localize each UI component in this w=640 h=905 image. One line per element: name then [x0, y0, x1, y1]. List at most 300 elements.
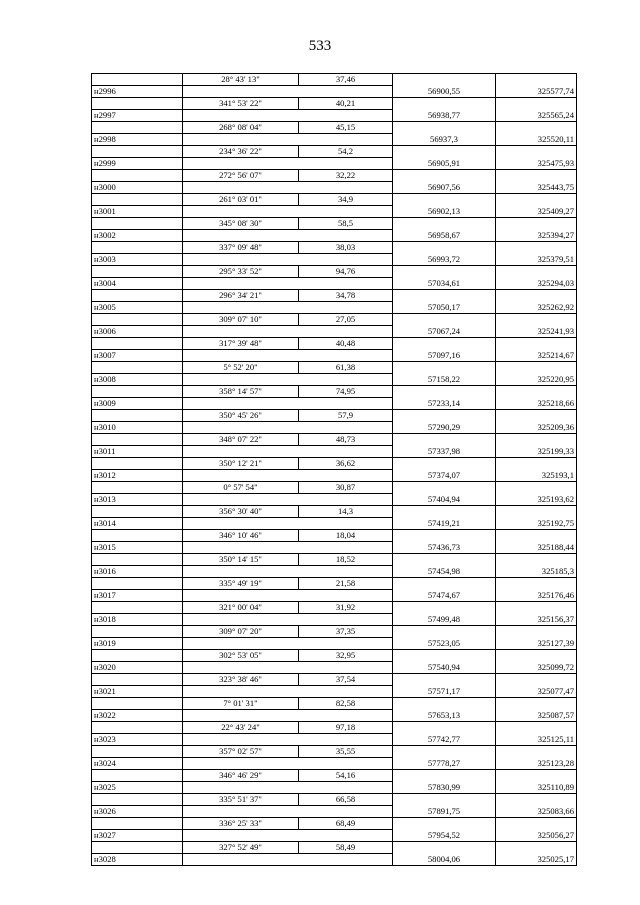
empty-cell [393, 386, 496, 398]
direction-angle: 337° 09' 48" [183, 242, 299, 254]
direction-angle: 356° 30' 40" [183, 506, 299, 518]
point-row [92, 614, 577, 626]
segment-row [92, 602, 577, 614]
empty-cell [299, 326, 393, 338]
point-name: н2999 [92, 158, 183, 170]
empty-cell [92, 530, 183, 542]
coordinate-y: 325193,62 [496, 494, 577, 506]
empty-cell [299, 86, 393, 98]
coordinate-x: 57158,22 [393, 374, 496, 386]
segment-length: 27,05 [299, 314, 393, 326]
empty-cell [183, 710, 299, 722]
empty-cell [299, 542, 393, 554]
segment-length: 57,9 [299, 410, 393, 422]
empty-cell [183, 326, 299, 338]
empty-cell [496, 770, 577, 782]
coordinate-x: 56938,77 [393, 110, 496, 122]
empty-cell [183, 518, 299, 530]
empty-cell [92, 482, 183, 494]
segment-length: 18,52 [299, 554, 393, 566]
coordinate-y: 325241,93 [496, 326, 577, 338]
direction-angle: 336° 25' 33" [183, 818, 299, 830]
coordinate-x: 57034,61 [393, 278, 496, 290]
point-name: н3022 [92, 710, 183, 722]
empty-cell [92, 818, 183, 830]
empty-cell [183, 854, 299, 866]
empty-cell [92, 266, 183, 278]
coordinate-y: 325156,37 [496, 614, 577, 626]
empty-cell [393, 602, 496, 614]
empty-cell [92, 218, 183, 230]
empty-cell [92, 554, 183, 566]
empty-cell [299, 734, 393, 746]
empty-cell [183, 614, 299, 626]
point-row [92, 86, 577, 98]
coordinate-x: 57290,29 [393, 422, 496, 434]
empty-cell [496, 626, 577, 638]
direction-angle: 345° 08' 30" [183, 218, 299, 230]
segment-row [92, 74, 577, 86]
empty-cell [393, 266, 496, 278]
empty-cell [299, 854, 393, 866]
empty-cell [183, 302, 299, 314]
coordinate-y: 325220,95 [496, 374, 577, 386]
empty-cell [299, 806, 393, 818]
direction-angle: 7° 01' 31" [183, 698, 299, 710]
empty-cell [496, 242, 577, 254]
coordinate-x: 57653,13 [393, 710, 496, 722]
coordinate-y: 325262,92 [496, 302, 577, 314]
empty-cell [92, 170, 183, 182]
point-row [92, 398, 577, 410]
empty-cell [92, 290, 183, 302]
point-name: н3018 [92, 614, 183, 626]
empty-cell [299, 254, 393, 266]
empty-cell [393, 98, 496, 110]
empty-cell [393, 818, 496, 830]
point-name: н3024 [92, 758, 183, 770]
point-row [92, 110, 577, 122]
segment-length: 40,21 [299, 98, 393, 110]
segment-length: 37,54 [299, 674, 393, 686]
coordinate-y: 325110,89 [496, 782, 577, 794]
empty-cell [183, 350, 299, 362]
point-row [92, 494, 577, 506]
segment-length: 34,9 [299, 194, 393, 206]
empty-cell [496, 458, 577, 470]
point-row [92, 182, 577, 194]
empty-cell [299, 782, 393, 794]
empty-cell [393, 674, 496, 686]
segment-row [92, 242, 577, 254]
empty-cell [496, 410, 577, 422]
empty-cell [183, 782, 299, 794]
empty-cell [92, 74, 183, 86]
direction-angle: 268° 08' 04" [183, 122, 299, 134]
coordinate-x: 56900,55 [393, 86, 496, 98]
point-row [92, 806, 577, 818]
empty-cell [183, 110, 299, 122]
empty-cell [496, 122, 577, 134]
empty-cell [183, 638, 299, 650]
segment-length: 58,49 [299, 842, 393, 854]
segment-length: 32,95 [299, 650, 393, 662]
point-name: н3011 [92, 446, 183, 458]
direction-angle: 272° 56' 07" [183, 170, 299, 182]
point-name: н3013 [92, 494, 183, 506]
coordinate-y: 325379,51 [496, 254, 577, 266]
empty-cell [183, 158, 299, 170]
point-name: н3009 [92, 398, 183, 410]
empty-cell [183, 590, 299, 602]
point-name: н3008 [92, 374, 183, 386]
empty-cell [183, 830, 299, 842]
point-row [92, 230, 577, 242]
empty-cell [92, 698, 183, 710]
empty-cell [92, 578, 183, 590]
empty-cell [393, 650, 496, 662]
segment-length: 54,16 [299, 770, 393, 782]
coordinate-x: 57474,67 [393, 590, 496, 602]
empty-cell [393, 194, 496, 206]
coordinate-x: 57891,75 [393, 806, 496, 818]
coordinate-x: 57097,16 [393, 350, 496, 362]
empty-cell [299, 638, 393, 650]
coordinate-y: 325520,11 [496, 134, 577, 146]
empty-cell [183, 446, 299, 458]
empty-cell [92, 770, 183, 782]
point-name: н3017 [92, 590, 183, 602]
segment-row [92, 170, 577, 182]
empty-cell [92, 386, 183, 398]
direction-angle: 295° 33' 52" [183, 266, 299, 278]
point-row [92, 278, 577, 290]
coordinates-table-body [92, 74, 577, 866]
segment-row [92, 578, 577, 590]
coordinate-y: 325192,75 [496, 518, 577, 530]
empty-cell [496, 218, 577, 230]
coordinate-x: 56937,3 [393, 134, 496, 146]
segment-row [92, 554, 577, 566]
empty-cell [299, 134, 393, 146]
empty-cell [393, 122, 496, 134]
empty-cell [183, 374, 299, 386]
coordinate-x: 57523,05 [393, 638, 496, 650]
point-name: н3003 [92, 254, 183, 266]
empty-cell [183, 278, 299, 290]
empty-cell [496, 674, 577, 686]
coordinate-x: 57436,73 [393, 542, 496, 554]
segment-length: 74,95 [299, 386, 393, 398]
page-number: 533 [308, 38, 332, 54]
empty-cell [183, 806, 299, 818]
empty-cell [299, 710, 393, 722]
point-row [92, 158, 577, 170]
point-row [92, 854, 577, 866]
direction-angle: 350° 14' 15" [183, 554, 299, 566]
coordinate-x: 57067,24 [393, 326, 496, 338]
segment-row [92, 434, 577, 446]
empty-cell [299, 590, 393, 602]
coordinates-table [91, 73, 577, 866]
empty-cell [393, 314, 496, 326]
segment-length: 14,3 [299, 506, 393, 518]
coordinate-x: 57233,14 [393, 398, 496, 410]
coordinate-y: 325127,39 [496, 638, 577, 650]
empty-cell [496, 386, 577, 398]
coordinate-y: 325176,46 [496, 590, 577, 602]
empty-cell [92, 194, 183, 206]
empty-cell [393, 434, 496, 446]
coordinate-x: 57742,77 [393, 734, 496, 746]
direction-angle: 302° 53' 05" [183, 650, 299, 662]
empty-cell [183, 134, 299, 146]
empty-cell [496, 578, 577, 590]
direction-angle: 309° 07' 20" [183, 626, 299, 638]
point-name: н3020 [92, 662, 183, 674]
segment-length: 45,15 [299, 122, 393, 134]
empty-cell [496, 266, 577, 278]
empty-cell [299, 614, 393, 626]
empty-cell [299, 302, 393, 314]
direction-angle: 350° 12' 21" [183, 458, 299, 470]
empty-cell [299, 662, 393, 674]
segment-row [92, 410, 577, 422]
segment-row [92, 650, 577, 662]
empty-cell [299, 470, 393, 482]
coordinate-x: 57778,27 [393, 758, 496, 770]
direction-angle: 0° 57' 54" [183, 482, 299, 494]
empty-cell [496, 338, 577, 350]
point-name: н3000 [92, 182, 183, 194]
coordinate-x: 56907,56 [393, 182, 496, 194]
coordinate-y: 325083,66 [496, 806, 577, 818]
point-row [92, 206, 577, 218]
point-row [92, 254, 577, 266]
coordinate-y: 325087,57 [496, 710, 577, 722]
direction-angle: 5° 52' 20" [183, 362, 299, 374]
direction-angle: 346° 46' 29" [183, 770, 299, 782]
coordinate-y: 325199,33 [496, 446, 577, 458]
point-name: н3004 [92, 278, 183, 290]
direction-angle: 346° 10' 46" [183, 530, 299, 542]
point-row [92, 422, 577, 434]
empty-cell [393, 170, 496, 182]
point-row [92, 662, 577, 674]
empty-cell [92, 434, 183, 446]
coordinate-x: 57830,99 [393, 782, 496, 794]
point-row [92, 590, 577, 602]
empty-cell [393, 362, 496, 374]
segment-row [92, 338, 577, 350]
empty-cell [92, 362, 183, 374]
empty-cell [183, 734, 299, 746]
empty-cell [299, 518, 393, 530]
coordinate-x: 56993,72 [393, 254, 496, 266]
empty-cell [183, 86, 299, 98]
point-name: н3005 [92, 302, 183, 314]
empty-cell [92, 146, 183, 158]
point-name: н2996 [92, 86, 183, 98]
empty-cell [496, 842, 577, 854]
empty-cell [183, 182, 299, 194]
coordinate-x: 56905,91 [393, 158, 496, 170]
empty-cell [393, 506, 496, 518]
coordinate-y: 325188,44 [496, 542, 577, 554]
empty-cell [183, 494, 299, 506]
point-row [92, 782, 577, 794]
direction-angle: 357° 02' 57" [183, 746, 299, 758]
empty-cell [92, 626, 183, 638]
empty-cell [183, 230, 299, 242]
coordinate-y: 325123,28 [496, 758, 577, 770]
empty-cell [299, 686, 393, 698]
coordinate-x: 57337,98 [393, 446, 496, 458]
coordinate-x: 57540,94 [393, 662, 496, 674]
point-name: н3028 [92, 854, 183, 866]
direction-angle: 358° 14' 57" [183, 386, 299, 398]
segment-row [92, 290, 577, 302]
point-name: н3025 [92, 782, 183, 794]
empty-cell [299, 446, 393, 458]
empty-cell [496, 194, 577, 206]
point-row [92, 638, 577, 650]
direction-angle: 348° 07' 22" [183, 434, 299, 446]
empty-cell [183, 542, 299, 554]
empty-cell [393, 530, 496, 542]
coordinate-y: 325218,66 [496, 398, 577, 410]
coordinate-x: 58004,06 [393, 854, 496, 866]
empty-cell [393, 794, 496, 806]
segment-row [92, 530, 577, 542]
segment-length: 34,78 [299, 290, 393, 302]
coordinate-y: 325443,75 [496, 182, 577, 194]
empty-cell [92, 338, 183, 350]
empty-cell [183, 254, 299, 266]
coordinate-x: 57374,07 [393, 470, 496, 482]
empty-cell [393, 842, 496, 854]
empty-cell [496, 434, 577, 446]
empty-cell [496, 794, 577, 806]
point-name: н2998 [92, 134, 183, 146]
segment-row [92, 98, 577, 110]
empty-cell [393, 74, 496, 86]
segment-length: 68,49 [299, 818, 393, 830]
point-row [92, 566, 577, 578]
empty-cell [299, 182, 393, 194]
coordinate-y: 325209,36 [496, 422, 577, 434]
empty-cell [496, 602, 577, 614]
point-name: н3002 [92, 230, 183, 242]
empty-cell [299, 566, 393, 578]
point-row [92, 734, 577, 746]
empty-cell [496, 146, 577, 158]
segment-length: 31,92 [299, 602, 393, 614]
point-name: н3006 [92, 326, 183, 338]
empty-cell [496, 362, 577, 374]
point-name: н3014 [92, 518, 183, 530]
empty-cell [496, 698, 577, 710]
coordinate-x: 57454,98 [393, 566, 496, 578]
segment-length: 18,04 [299, 530, 393, 542]
segment-row [92, 314, 577, 326]
empty-cell [299, 422, 393, 434]
direction-angle: 335° 49' 19" [183, 578, 299, 590]
empty-cell [299, 350, 393, 362]
coordinate-y: 325077,47 [496, 686, 577, 698]
empty-cell [299, 374, 393, 386]
point-row [92, 374, 577, 386]
coordinate-x: 57571,17 [393, 686, 496, 698]
segment-length: 37,46 [299, 74, 393, 86]
direction-angle: 350° 45' 26" [183, 410, 299, 422]
segment-row [92, 698, 577, 710]
coordinate-x: 57499,48 [393, 614, 496, 626]
direction-angle: 335° 51' 37" [183, 794, 299, 806]
point-name: н3019 [92, 638, 183, 650]
empty-cell [393, 770, 496, 782]
point-row [92, 470, 577, 482]
segment-length: 35,55 [299, 746, 393, 758]
empty-cell [393, 482, 496, 494]
segment-row [92, 386, 577, 398]
direction-angle: 22° 43' 24" [183, 722, 299, 734]
empty-cell [183, 758, 299, 770]
point-name: н3021 [92, 686, 183, 698]
empty-cell [496, 74, 577, 86]
coordinate-x: 57050,17 [393, 302, 496, 314]
coordinate-y: 325475,93 [496, 158, 577, 170]
segment-row [92, 506, 577, 518]
point-name: н3027 [92, 830, 183, 842]
empty-cell [393, 698, 496, 710]
empty-cell [183, 686, 299, 698]
direction-angle: 261° 03' 01" [183, 194, 299, 206]
empty-cell [393, 218, 496, 230]
coordinate-y: 325125,11 [496, 734, 577, 746]
empty-cell [92, 842, 183, 854]
segment-length: 38,03 [299, 242, 393, 254]
coordinate-y: 325185,3 [496, 566, 577, 578]
empty-cell [393, 458, 496, 470]
direction-angle: 28° 43' 13" [183, 74, 299, 86]
point-row [92, 302, 577, 314]
segment-row [92, 746, 577, 758]
empty-cell [183, 566, 299, 578]
direction-angle: 309° 07' 10" [183, 314, 299, 326]
empty-cell [92, 650, 183, 662]
empty-cell [299, 494, 393, 506]
segment-length: 54,2 [299, 146, 393, 158]
point-row [92, 446, 577, 458]
segment-length: 58,5 [299, 218, 393, 230]
coordinate-x: 57419,21 [393, 518, 496, 530]
point-row [92, 542, 577, 554]
empty-cell [92, 410, 183, 422]
point-row [92, 518, 577, 530]
segment-length: 48,73 [299, 434, 393, 446]
point-name: н3007 [92, 350, 183, 362]
point-name: н3015 [92, 542, 183, 554]
empty-cell [496, 746, 577, 758]
empty-cell [299, 758, 393, 770]
empty-cell [299, 110, 393, 122]
segment-length: 94,76 [299, 266, 393, 278]
segment-row [92, 122, 577, 134]
coordinate-x: 56902,13 [393, 206, 496, 218]
direction-angle: 327° 52' 49" [183, 842, 299, 854]
coordinate-y: 325214,67 [496, 350, 577, 362]
